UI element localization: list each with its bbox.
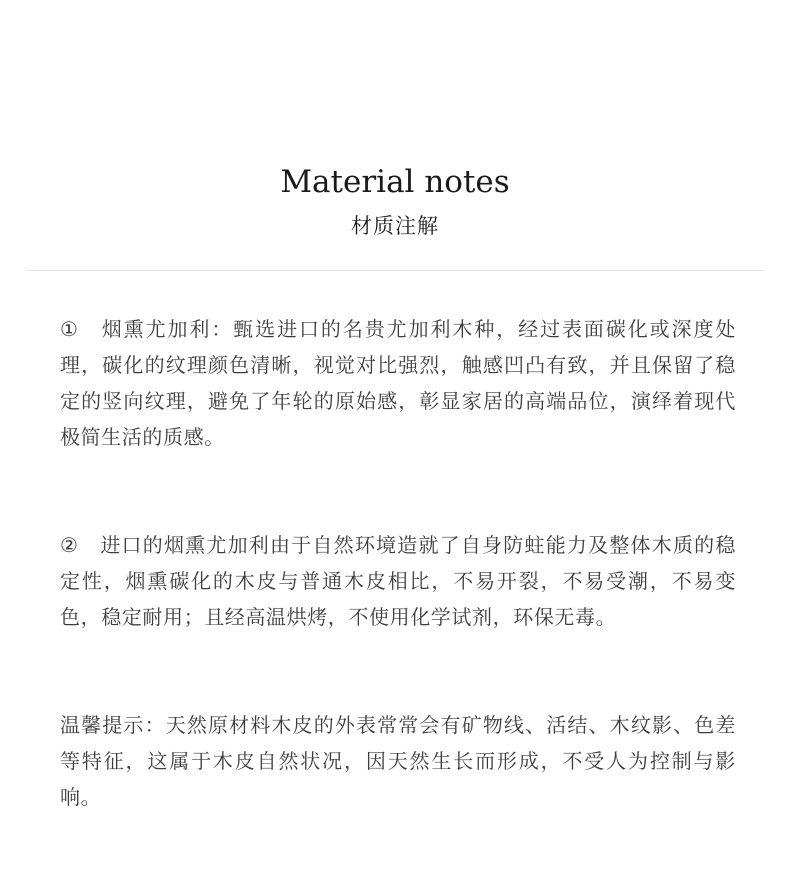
page-title-english: Material notes bbox=[280, 164, 510, 200]
note-paragraph-smoked-eucalyptus: ① 烟熏尤加利：甄选进口的名贵尤加利木种，经过表面碳化或深度处理，碳化的纹理颜色清晰，视觉对比强烈，触感凹凸有致，并且保留了稳定的竖向纹理，避免了年轮的原始感，彰显家居的高端品位，演绎着现代极简生活的质感。 bbox=[60, 317, 736, 449]
note-paragraph-warm-tip: 温馨提示：天然原材料木皮的外表常常会有矿物线、活结、木纹影、色差等特征，这属于木皮自然状况，因天然生长而形成，不受人为控制与影响。 bbox=[60, 713, 736, 809]
page-title-chinese: 材质注解 bbox=[351, 214, 439, 238]
header-divider bbox=[26, 270, 764, 271]
note-paragraph-stability: ② 进口的烟熏尤加利由于自然环境造就了自身防蛀能力及整体木质的稳定性，烟熏碳化的木皮与普通木皮相比，不易开裂，不易受潮，不易变色，稳定耐用；且经高温烘烤，不使用化学试剂，环保无毒。 bbox=[60, 533, 736, 629]
